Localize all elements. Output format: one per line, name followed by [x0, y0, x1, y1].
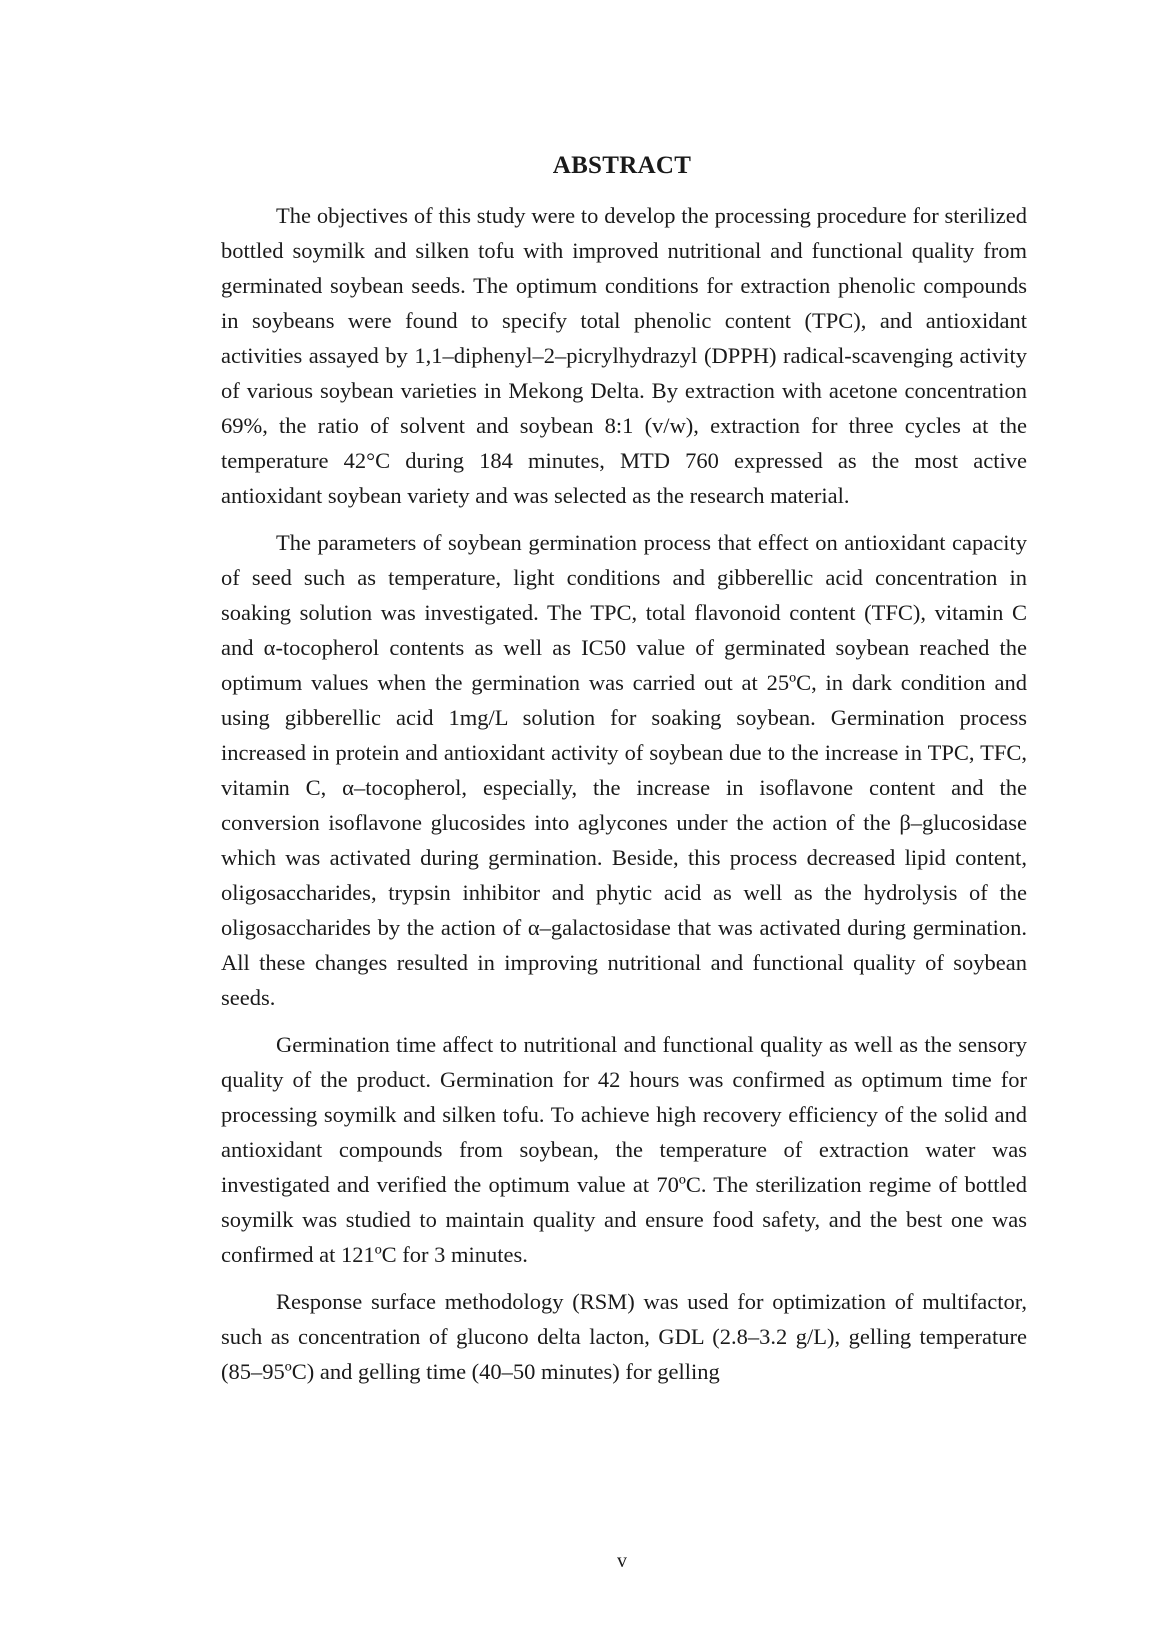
paragraph-objectives: The objectives of this study were to develop the processing procedure for sterilized bottled soymilk and silken tofu with improved nutritional and functional quality from germinated soybean seeds. The optimum conditions for extraction phenolic compounds in soybeans were found to specify total phenolic content (TPC), and antioxidant activities assayed by 1,1–diphenyl–2–picrylhydrazyl (DPPH) radical-scavenging activity of various soybean varieties in Mekong Delta. By extraction with acetone concentration 69%, the ratio of solvent and soybean 8:1 (v/w), extraction for three cycles at the temperature 42°C during 184 minutes, MTD 760 expressed as the most active antioxidant soybean variety and was selected as the research material. — [221, 203, 1027, 508]
paragraph-rsm: Response surface methodology (RSM) was used for optimization of multifactor, such as concentration of glucono delta lacton, GDL (2.8–3.2 g/L), gelling temperature (85–95ºC) and gelling time (40–50 minutes) for gelling — [221, 1289, 1027, 1384]
page-number: v — [617, 1550, 627, 1572]
page-title: ABSTRACT — [552, 152, 692, 179]
paragraph-germination-time: Germination time affect to nutritional and functional quality as well as the sensory quality of the product. Germination for 42 hours was confirmed as optimum time for processing soymilk and silken tofu. To achieve high recovery efficiency of the solid and antioxidant compounds from soybean, the temperature of extraction water was investigated and verified the optimum value at 70ºC. The sterilization regime of bottled soymilk was studied to maintain quality and ensure food safety, and the best one was confirmed at 121ºC for 3 minutes. — [221, 1032, 1027, 1267]
abstract-body — [221, 198, 1027, 1401]
paragraph-germination-parameters: The parameters of soybean germination process that effect on antioxidant capacity of seed such as temperature, light conditions and gibberellic acid concentration in soaking solution was investigated. The TPC, total flavonoid content (TFC), vitamin C and α-tocopherol contents as well as IC50 value of germinated soybean reached the optimum values when the germination was carried out at 25ºC, in dark condition and using gibberellic acid 1mg/L solution for soaking soybean. Germination process increased in protein and antioxidant activity of soybean due to the increase in TPC, TFC, vitamin C, α–tocopherol, especially, the increase in isoflavone content and the conversion isoflavone glucosides into aglycones under the action of the β–glucosidase which was activated during germination. Beside, this process decreased lipid content, oligosaccharides, trypsin inhibitor and phytic acid as well as the hydrolysis of the oligosaccharides by the action of α–galactosidase that was activated during germination. All these changes resulted in improving nutritional and functional quality of soybean seeds. — [221, 530, 1027, 1010]
